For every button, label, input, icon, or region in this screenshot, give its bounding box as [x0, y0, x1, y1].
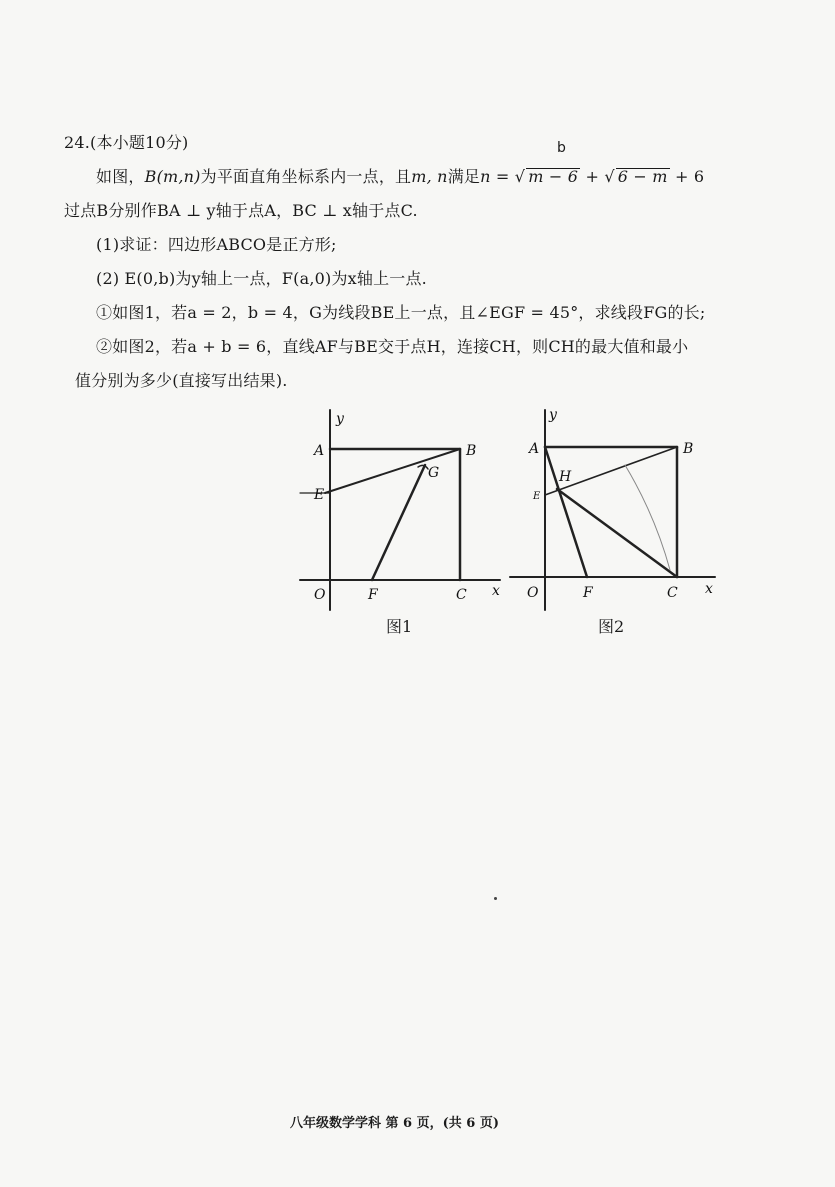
label-x: x	[492, 583, 500, 599]
label-c: C	[456, 587, 467, 603]
label-h: H	[559, 469, 572, 485]
label-c: C	[667, 585, 678, 601]
label-f: F	[368, 587, 378, 603]
label-y: y	[549, 407, 557, 423]
label-b: B	[683, 441, 694, 457]
sqrt-icon: √	[604, 167, 615, 186]
label-e: E	[314, 487, 325, 503]
segment-fg	[372, 465, 425, 580]
plus-sign: +	[585, 167, 600, 186]
problem-stem-line-2: 过点B分别作BA ⊥ y轴于点A，BC ⊥ x轴于点C.	[64, 201, 418, 220]
equation-lhs: n =	[480, 167, 510, 186]
label-e: E	[533, 491, 541, 502]
figure-1-caption: 图1	[386, 617, 413, 636]
point-b-expression: B(m,n)	[144, 167, 201, 186]
sqrt-icon: √	[514, 167, 526, 186]
stem-text-2: 为平面直角坐标系内一点，且	[200, 167, 412, 186]
stem-text-1: 如图，	[96, 167, 145, 186]
label-o: O	[527, 585, 539, 601]
problem-header: 24.(本小题10分)	[64, 133, 189, 152]
segment-ch	[557, 489, 677, 577]
sub-question-1: ①如图1，若a = 2，b = 4，G为线段BE上一点，且∠EGF = 45°，求线段FG的长;	[96, 303, 706, 322]
sub-question-2-line-2: 值分别为多少(直接写出结果).	[75, 371, 288, 390]
segment-be	[325, 449, 460, 493]
segment-af	[545, 447, 587, 577]
label-o: O	[314, 587, 326, 603]
page-footer: 八年级数学学科 第 6 页，(共 6 页)	[290, 1116, 500, 1131]
problem-stem-line-1	[96, 164, 704, 187]
sqrt-term-1: m − 6	[528, 167, 579, 186]
figure-1	[290, 405, 510, 615]
figure-2-caption: 图2	[598, 617, 625, 636]
handwritten-mark: b	[557, 140, 566, 156]
part-1-text: (1)求证：四边形ABCO是正方形;	[96, 235, 337, 254]
variables-mn: m, n	[411, 167, 448, 186]
sqrt-term-2: 6 − m	[617, 167, 668, 186]
label-b: B	[466, 443, 477, 459]
label-g: G	[428, 465, 440, 481]
speck	[494, 897, 497, 900]
equation-tail: + 6	[674, 167, 705, 186]
label-a: A	[529, 441, 540, 457]
label-a: A	[314, 443, 325, 459]
part-2-text: (2) E(0,b)为y轴上一点，F(a,0)为x轴上一点.	[96, 269, 427, 288]
label-f: F	[583, 585, 593, 601]
figure-2	[505, 405, 725, 615]
sub-question-2-line-1: ②如图2，若a + b = 6，直线AF与BE交于点H，连接CH，则CH的最大值和最小	[96, 337, 689, 356]
label-y: y	[336, 411, 344, 427]
label-x: x	[705, 581, 713, 597]
stem-text-3: 满足	[447, 167, 481, 186]
